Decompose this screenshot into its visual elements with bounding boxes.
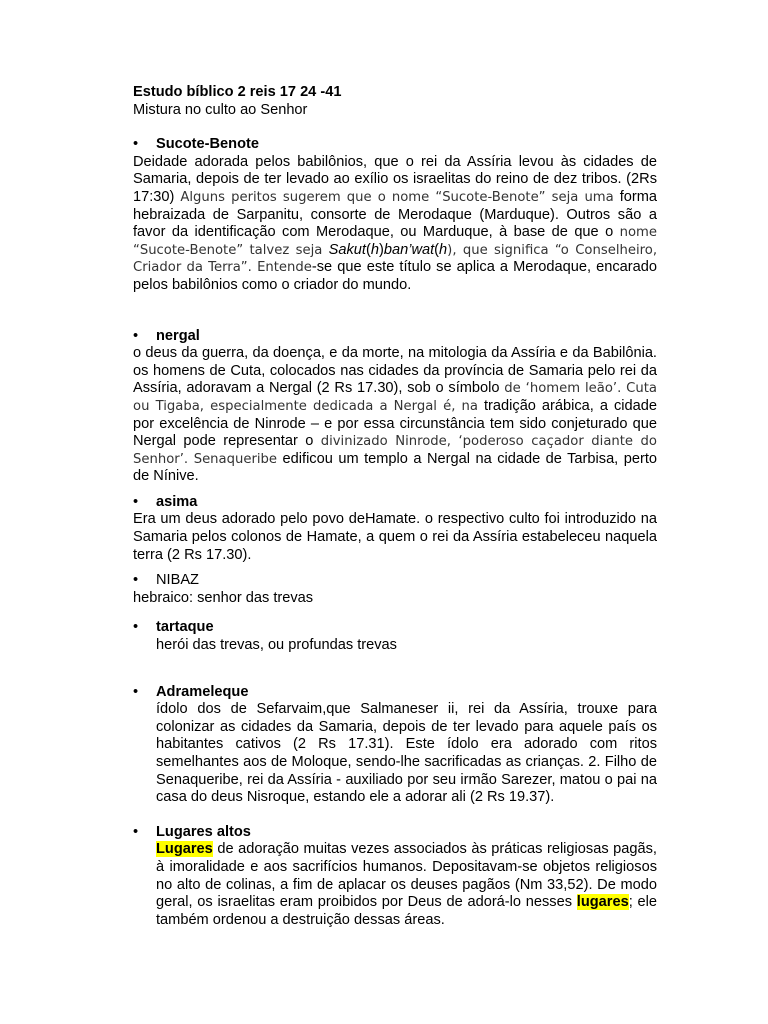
section-text-adrameleque: ídolo dos de Sefarvaim,que Salmaneser ii, rei da Assíria, trouxe para colonizar as cidades da Samaria, depois de ter levado para aquele país os habitantes cativos (2 Rs 17.31). Este ídolo era adorado com ritos semelhantes aos de Moloque, sendo-lhe sacrificadas as crianças. 2. Filho de Senaqueribe, rei da Assíria - auxiliado por seu irmão Sarezer, matou o pai na casa do deus Nisroque, estando ele a adorar ali (2 Rs 19.37). <box>156 701 657 806</box>
bullet-icon: • <box>133 619 139 636</box>
section-heading-tartaque: • tartaque <box>133 619 214 636</box>
section-heading-sucote-benote: • Sucote-Benote <box>133 136 259 153</box>
section-text-sucote-benote: Deidade adorada pelos babilônios, que o rei da Assíria levou às cidades de Samaria, depois de ter levado ao exílio os israelitas do reino de dez tribos. (2Rs 17:30) Alguns peritos sugerem que o nome “Sucote-Benote” seja uma forma hebraizada de Sarpanitu, consorte de Merodaque (Marduque). Outros são a favor da identificação com Merodaque, ou Marduque, à base de que o nome “Sucote-Benote” talvez seja Sakut(h)ban’wat(h), que significa “o Conselheiro, Criador da Terra”. Entende-se que este título se aplica a Merodaque, encarado pelos babilônios como o criador do mundo. <box>133 153 658 293</box>
bullet-icon: • <box>133 327 139 344</box>
section-heading-asima: • asima <box>133 493 198 510</box>
bullet-icon: • <box>133 493 139 510</box>
section-heading-adrameleque: • Adrameleque <box>133 683 249 700</box>
bullet-icon: • <box>133 683 139 700</box>
bullet-icon: • <box>133 136 139 153</box>
section-text-nergal: o deus da guerra, da doença, e da morte, na mitologia da Assíria e da Babilônia. os homens de Cuta, colocados nas cidades da província de Samaria pelo rei da Assíria, adoravam a Nergal (2 Rs 17.30), sob o símbolo de ‘homem leão’. Cuta ou Tigaba, especialmente dedicada a Nergal é, na tradição arábica, a cidade por excelência de Ninrode – e por essa circunstância tem sido conjeturado que Nergal pode representar o divinizado Ninrode, ‘poderoso caçador diante do Senhor’. Senaqueribe edificou um templo a Nergal na cidade de Tarbisa, perto de Nínive. <box>133 345 658 485</box>
section-heading-nergal: • nergal <box>133 327 200 344</box>
document-page <box>133 84 657 929</box>
document-title: Estudo bíblico 2 reis 17 24 -41 <box>133 84 342 100</box>
section-text-tartaque: herói das trevas, ou profundas trevas <box>156 637 397 654</box>
section-heading-nibaz: • NIBAZ <box>133 572 199 589</box>
highlighted-text: Lugares <box>156 841 213 858</box>
section-heading-lugares-altos: • Lugares altos <box>133 823 251 840</box>
bullet-icon: • <box>133 572 139 589</box>
document-subtitle: Mistura no culto ao Senhor <box>133 101 308 118</box>
section-text-lugares-altos: Lugares de adoração muitas vezes associados às práticas religiosas pagãs, à imoralidade e aos sacrifícios humanos. Depositavam-se objetos religiosos no alto de colinas, a fim de aplacar os deuses pagãos (Nm 33,52). De modo geral, os israelitas eram proibidos por Deus de adorá-lo nesses lugares; ele também ordenou a destruição dessas áreas. <box>156 841 657 928</box>
highlighted-text: lugares <box>576 894 629 911</box>
section-text-nibaz: hebraico: senhor das trevas <box>133 589 314 606</box>
section-text-asima: Era um deus adorado pelo povo deHamate. o respectivo culto foi introduzido na Samaria pelos colonos de Hamate, a quem o rei da Assíria estabeleceu naquela terra (2 Rs 17.30). <box>133 511 657 563</box>
bullet-icon: • <box>133 823 139 840</box>
